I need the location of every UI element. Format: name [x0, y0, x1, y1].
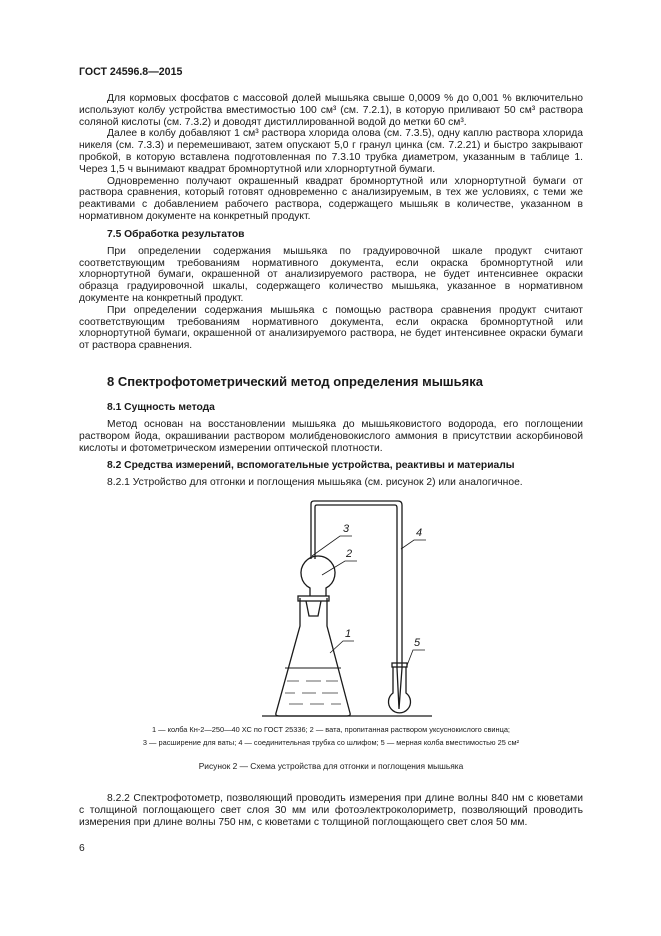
- connecting-tube: [311, 501, 402, 709]
- figure-caption: Рисунок 2 — Схема устройства для отгонки и поглощения мышьяка: [198, 761, 464, 772]
- figure-2: [79, 495, 583, 723]
- page-number: 6: [79, 842, 85, 854]
- paragraph: Метод основан на восстановлении мышьяка до мышьяковистого водорода, его поглощении раствором йода, окрашивании раствором молибденовокислого аммония в присутствии аскорбиновой кислоты и фотометрическом измерении оптической плотности.: [79, 418, 583, 454]
- figure-label-1: 1: [345, 628, 352, 641]
- document-page: [79, 0, 583, 855]
- figure-legend-line-2: 3 — расширение для ваты; 4 — соединительная трубка со шлифом; 5 — мерная колба вместимостью 25 см²: [142, 738, 520, 748]
- paragraph: Далее в колбу добавляют 1 см³ раствора хлорида олова (см. 7.3.5), одну каплю раствора хлорида никеля (см. 7.3.3) и перемешивают, затем опускают 5,0 г гранул цинка (см. 7.2.21) и быстро закрывают пробкой, в которую вставлена подготовленная по 7.3.10 трубка диаметром, указанным в таблице 1. Через 1,5 ч вынимают квадрат бромнортутной или хлорнортутной бумаги.: [79, 128, 583, 175]
- section-heading-8-2: 8.2 Средства измерений, вспомогательные устройства, реактивы и материалы: [107, 460, 515, 472]
- figure-label-4: 4: [416, 527, 423, 540]
- paragraph: 8.2.2 Спектрофотометр, позволяющий проводить измерения при длине волны 840 нм с кюветами с толщиной поглощающего свет слоя 30 мм или фотоэлектроколориметр, позволяющий проводить измерения при длине волны 750 нм, с кюветами с толщиной поглощающего свет слоя 50 мм.: [79, 793, 583, 828]
- paragraph: Для кормовых фосфатов с массовой долей мышьяка свыше 0,0009 % до 0,001 % включительно используют колбу устройства вместимостью 100 см³ (см. 7.2.1), в которую приливают 50 см³ раствора соляной кислоты (см. 7.3.2) и доводят дистиллированной водой до метки 60 см³.: [79, 93, 583, 128]
- section-heading-8-1: 8.1 Сущность метода: [107, 401, 215, 413]
- figure-label-5: 5: [414, 637, 421, 650]
- section-heading-7-5: 7.5 Обработка результатов: [107, 228, 245, 240]
- paragraph: 8.2.1 Устройство для отгонки и поглощения мышьяка (см. рисунок 2) или аналогичное.: [107, 477, 523, 489]
- paragraph: Одновременно получают окрашенный квадрат бромнортутной или хлорнортутной бумаги от раствора сравнения, который готовят одновременно с анализируемым, в тех же условиях, с теми же реактивами с добавлением рабочего раствора, содержащего мышьяк в количестве, указанном в нормативном документе на конкретный продукт.: [79, 175, 583, 222]
- erlenmeyer-flask: [276, 596, 350, 716]
- document-header: ГОСТ 24596.8—2015: [79, 66, 183, 78]
- figure-label-2: 2: [346, 548, 353, 561]
- section-heading-8: 8 Спектрофотометрический метод определения мышьяка: [107, 373, 483, 389]
- liquid: [285, 668, 341, 704]
- paragraph: При определении содержания мышьяка по градуировочной шкале продукт считают соответствующим требованиям нормативного документа, если окраска бромнортутной или хлорнортутной бумаги, окрашенной от анализируемого раствора, не будет интенсивнее окраски образца градуировочной шкалы, содержащего количество мышьяка, указанное в нормативном документе на конкретный продукт.: [79, 245, 583, 304]
- leader-lines: [312, 536, 426, 668]
- wool-expansion-bulb: [301, 556, 335, 596]
- figure-label-3: 3: [343, 523, 350, 536]
- paragraph: При определении содержания мышьяка с помощью раствора сравнения продукт считают соответствующим требованиям нормативного документа, если окраска бромнортутной или хлорнортутной бумаги, окрашенной от анализируемого раствора, не будет интенсивнее окраски бумаги от раствора сравнения.: [79, 304, 583, 352]
- figure-legend-line-1: 1 — колба Кн-2—250—40 ХС по ГОСТ 25336; 2 — вата, пропитанная раствором уксуснокислого свинца;: [152, 725, 510, 735]
